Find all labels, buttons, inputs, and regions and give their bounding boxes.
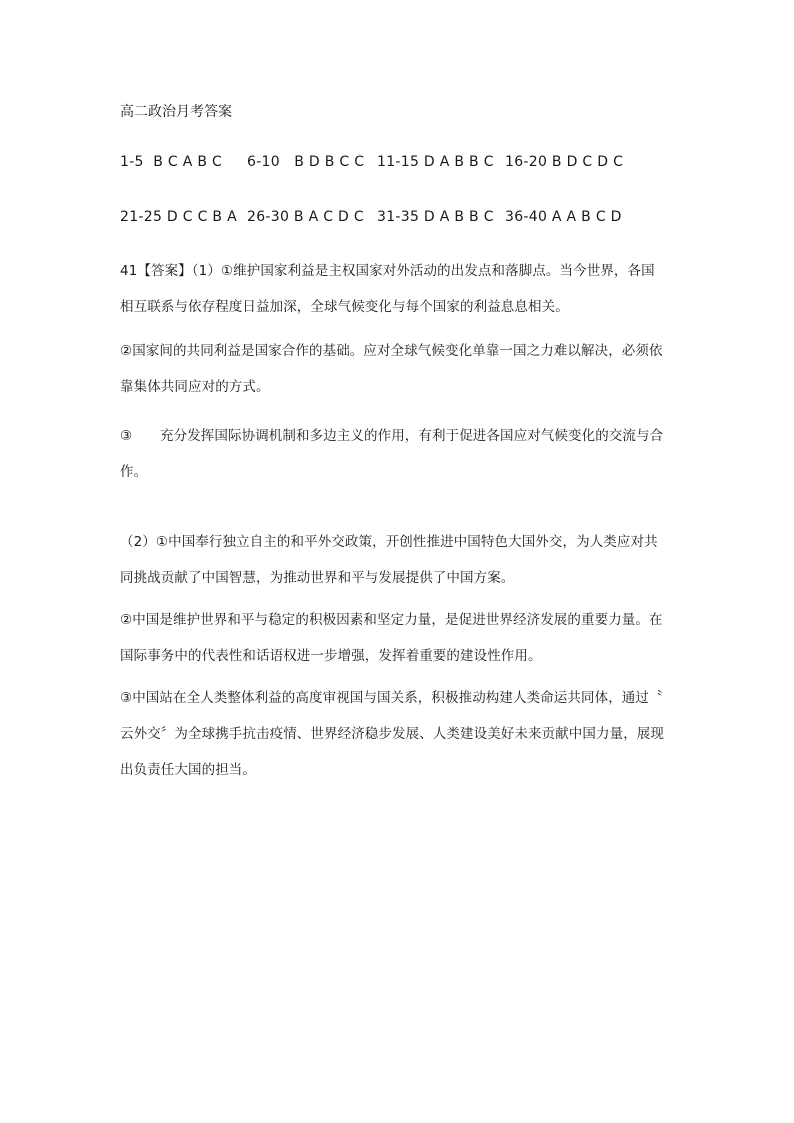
paragraph-line: ②国家间的共同利益是国家合作的基础。应对全球气候变化单靠一国之力难以解决，必须依 xyxy=(120,343,663,359)
q41-label: 41【答案】 xyxy=(120,263,192,279)
paragraph-line: ③中国站在全人类整体利益的高度审视国与国关系，积极推动构建人类命运共同体，通过〝 xyxy=(120,690,663,706)
answer-group: 31-35 D A B B C xyxy=(377,209,494,225)
paragraph-line: ②中国是维护世界和平与稳定的积极因素和坚定力量，是促进世界经济发展的重要力量。在 xyxy=(120,612,663,628)
paragraph-line: 相互联系与依存程度日益加深，全球气候变化与每个国家的利益息息相关。 xyxy=(120,299,569,315)
answer-group: 36-40 A A B C D xyxy=(505,209,622,225)
q41-paragraph-3 xyxy=(120,418,676,490)
paragraph-line xyxy=(120,418,676,454)
paragraph-line: 云外交〞为全球携手抗击疫情、世界经济稳步发展、人类建设美好未来贡献中国力量，展现 xyxy=(120,726,664,742)
paragraph-line: 国际事务中的代表性和话语权进一步增强，发挥着重要的建设性作用。 xyxy=(120,648,542,664)
paragraph-line: 靠集体共同应对的方式。 xyxy=(120,379,270,395)
answer-row-2 xyxy=(120,207,622,227)
paragraph-line: 同挑战贡献了中国智慧，为推动世界和平与发展提供了中国方案。 xyxy=(120,570,515,586)
q41-part2-paragraph-3 xyxy=(120,680,676,788)
page-title: 高二政治月考答案 xyxy=(120,104,232,120)
q41-paragraph-2 xyxy=(120,333,676,405)
paragraph-text: （1）①维护国家利益是主权国家对外活动的出发点和落脚点。当今世界，各国 xyxy=(191,263,655,279)
answer-group: 21-25 D C C B A xyxy=(120,209,237,225)
q41-part2-paragraph-1 xyxy=(120,524,676,596)
paragraph-line xyxy=(120,253,676,289)
paragraph-line: 作。 xyxy=(120,464,148,480)
q41-paragraph-1 xyxy=(120,253,676,325)
q41-part2-paragraph-2 xyxy=(120,602,676,674)
paragraph-line: （2）①中国奉行独立自主的和平外交政策，开创性推进中国特色大国外交，为人类应对共 xyxy=(120,534,658,550)
paragraph-text: 充分发挥国际协调机制和多边主义的作用，有利于促进各国应对气候变化的交流与合 xyxy=(160,428,664,444)
answer-group: 26-30 B A C D C xyxy=(247,209,364,225)
answer-group: 6-10 B D B C C xyxy=(247,154,365,170)
paragraph-line: 出负责任大国的担当。 xyxy=(120,762,256,778)
answer-group: 16-20 B D C D C xyxy=(505,154,624,170)
item-number: ③ xyxy=(120,428,133,444)
answer-group: 1-5 B C A B C xyxy=(120,154,223,170)
answer-group: 11-15 D A B B C xyxy=(377,154,494,170)
answer-row-1 xyxy=(120,152,623,172)
